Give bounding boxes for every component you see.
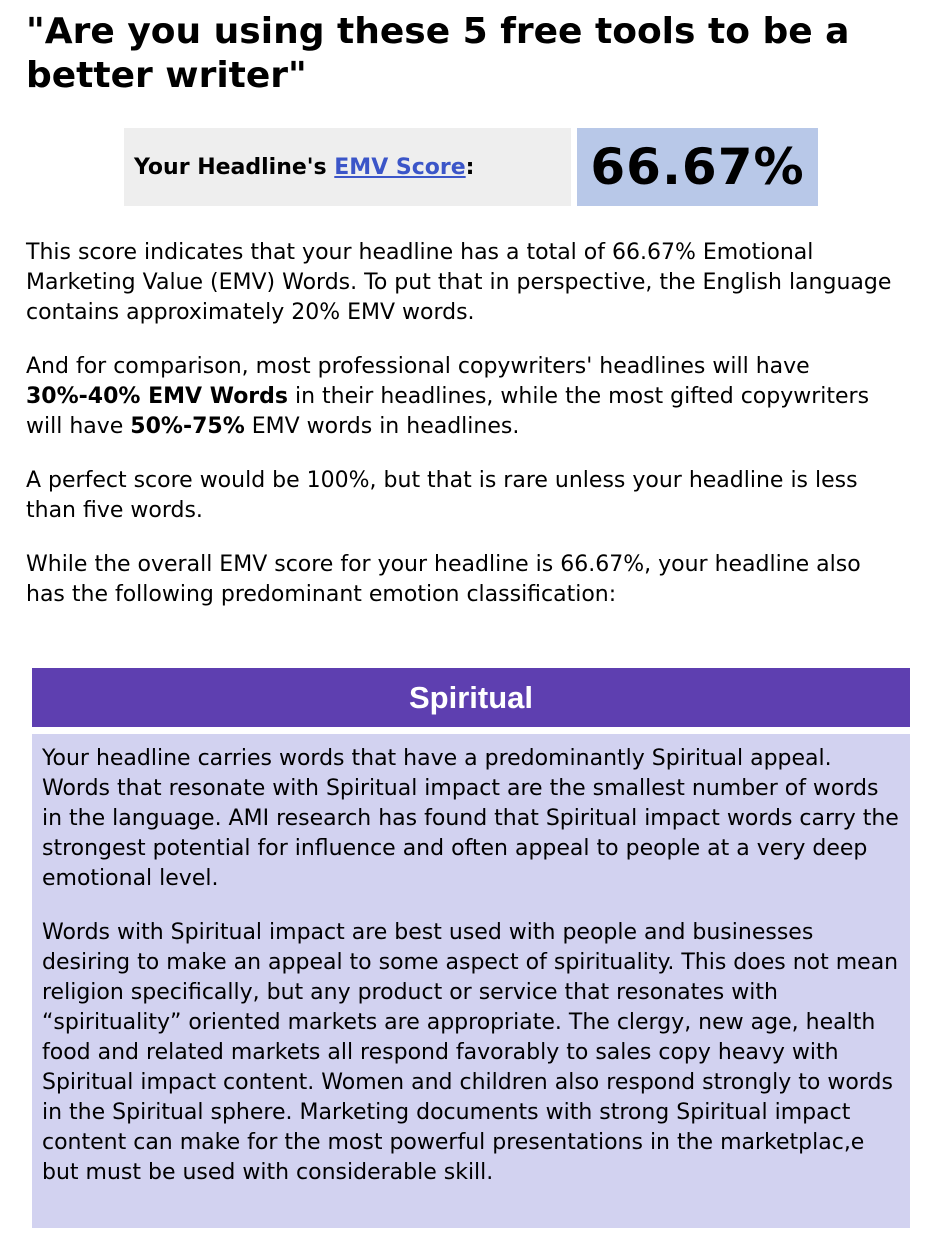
emv-score-label-prefix: Your Headline's <box>134 154 335 180</box>
p2-text-3: EMV words in headlines. <box>244 414 520 439</box>
emv-score-label <box>124 128 571 206</box>
emotion-paragraph-1: Your headline carries words that have a predominantly Spiritual appeal. Words that resonate with Spiritual impact are the smallest number of words in the language. AMI research has found that Spiritual impact words carry the strongest potential for influence and often appeal to people at a very deep emotional level. <box>42 746 899 891</box>
emotion-title: Spiritual <box>32 668 910 727</box>
headline-title: "Are you using these 5 free tools to be a better writer" <box>26 11 850 96</box>
explanation-paragraph-3: A perfect score would be 100%, but that is rare unless your headline is less than five words. <box>26 468 858 523</box>
emv-score-label-suffix: : <box>465 154 475 180</box>
explanation-paragraph-4: While the overall EMV score for your headline is 66.67%, your headline also has the following predominant emotion classification: <box>26 552 861 607</box>
emv-score-value: 66.67% <box>577 128 818 206</box>
emv-score-link[interactable]: EMV Score <box>334 154 466 180</box>
p2-bold-range-2: 50%-75% <box>130 414 245 439</box>
emotion-paragraph-2: Words with Spiritual impact are best used with people and businesses desiring to make an appeal to some aspect of spirituality. This does not mean religion specifically, but any product or service that resonates with “spirituality” oriented markets are appropriate. The clergy, new age, health food and related markets all respond favorably to sales copy heavy with Spiritual impact content. Women and children also respond strongly to words in the Spiritual sphere. Marketing documents with strong Spiritual impact content can make for the most powerful presentations in the marketplac,e but must be used with considerable skill. <box>42 920 899 1185</box>
emotion-classification <box>32 668 910 1228</box>
explanation-paragraph-2 <box>26 352 906 442</box>
explanation-paragraph-1: This score indicates that your headline has a total of 66.67% Emotional Marketing Value (EMV) Words. To put that in perspective, the English language contains approximately 20% EMV words. <box>26 240 892 325</box>
score-explanation <box>26 238 906 634</box>
emv-score-row <box>124 128 818 206</box>
emotion-description <box>32 734 910 1228</box>
p2-text-2: in their headlines, while the most gifted copywriters will have <box>26 384 870 439</box>
p2-text-1: And for comparison, most professional copywriters' headlines will have <box>26 354 810 379</box>
p2-bold-range-1: 30%-40% EMV Words <box>26 384 289 409</box>
